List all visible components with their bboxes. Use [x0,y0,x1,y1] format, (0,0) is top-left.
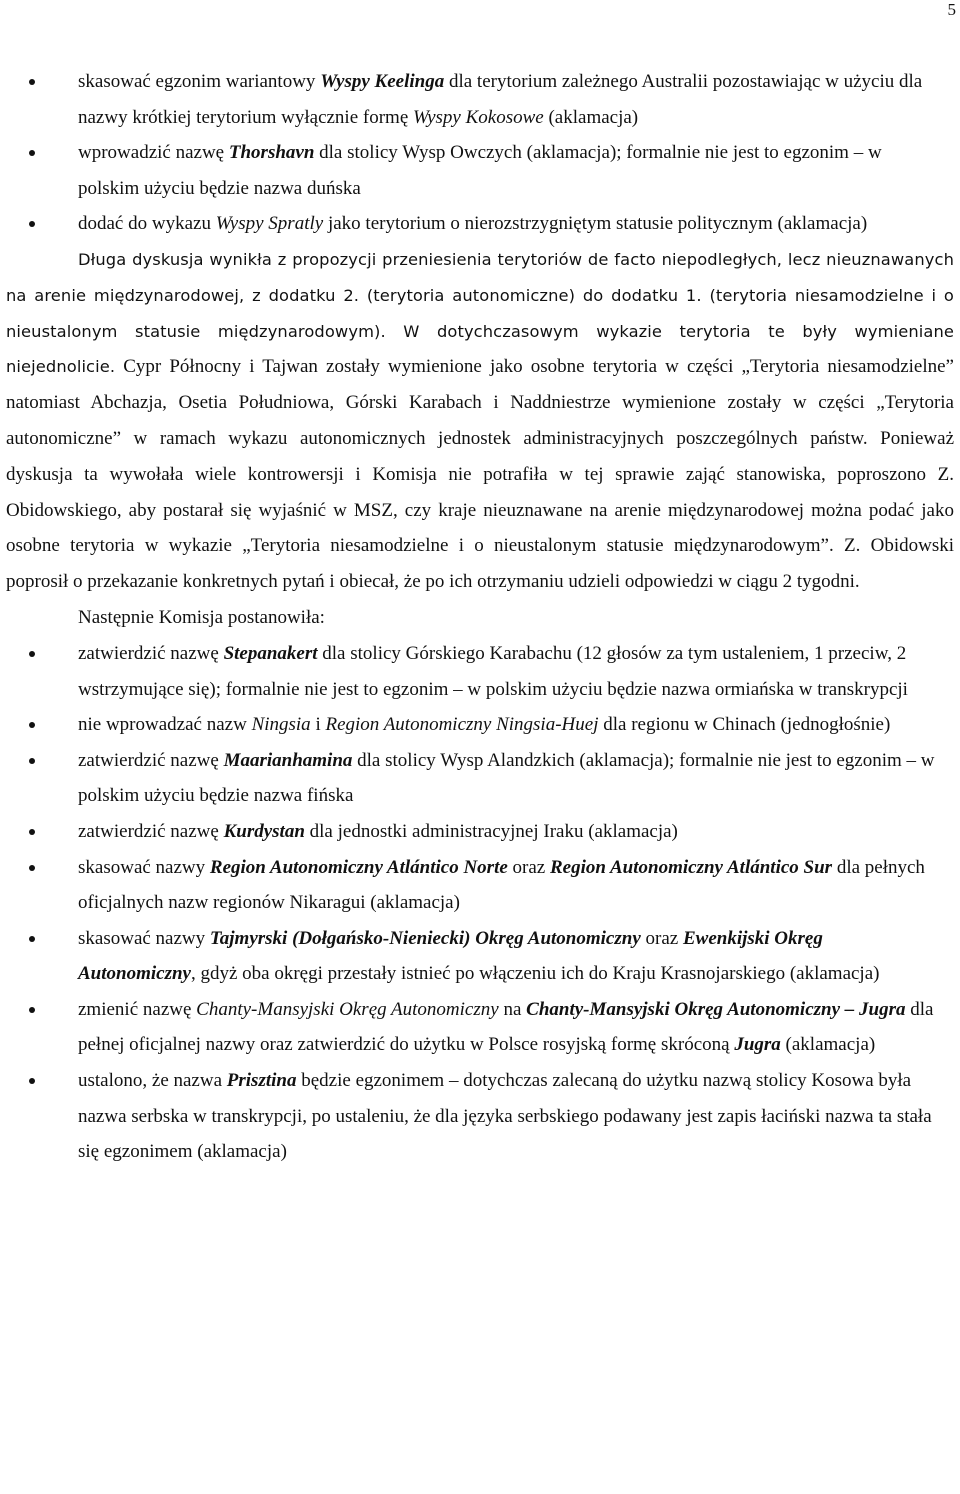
item-text: , gdyż oba okręgi przestały istnieć po włączeniu ich do Kraju Krasnojarskiego (aklamacja) [190,963,880,985]
place-name: Wyspy Kokosowe [413,106,544,128]
place-name: Chanty-Mansyjski Okręg Autonomiczny [196,998,499,1020]
item-text: ustalono, że nazwa [78,1070,227,1092]
item-text: dodać do wykazu [78,213,216,235]
item-text: będzie egzonimem – dotychczas zalecaną do użytku nazwą stolicy Kosowa była nazwa serbska w transkrypcji, po ustaleniu, że dla języka serbskiego podawany jest zapis łaciński nazwa ta stała się egzonimem (aklamacja) [78,1070,932,1163]
item-text: skasować nazwy [78,927,210,949]
item-text: dla regionu w Chinach (jednogłośnie) [598,714,891,736]
document-body [6,64,954,1170]
item-text: nie wprowadzać nazw [78,714,252,736]
discussion-paragraph [6,242,954,600]
place-name: Region Autonomiczny Ningsia-Huej [325,714,599,736]
list-item [6,992,954,1063]
place-name: Kurdystan [223,820,305,842]
item-text: dla stolicy Górskiego Karabachu (12 głosów za tym ustaleniem, 1 przeciw, 2 wstrzymujące się); formalnie nie jest to egzonim – w polskim użyciu będzie nazwa ormiańska w transkrypcji [78,642,908,700]
place-name: Ningsia [251,714,311,736]
item-text: dla stolicy Wysp Owczych (aklamacja); formalnie nie jest to egzonim – w polskim użyciu będzie nazwa duńska [78,142,882,199]
decision-intro: Następnie Komisja postanowiła: [78,606,325,628]
item-text: zatwierdzić nazwę [78,642,224,664]
item-text: dla stolicy Wysp Alandzkich (aklamacja); formalnie nie jest to egzonim – w polskim użyciu będzie nazwa fińska [78,749,935,807]
item-text: dla jednostki administracyjnej Iraku (aklamacja) [304,820,678,842]
item-text: oraz [640,927,683,949]
item-text: dla pełnych oficjalnych nazw regionów Nikaragui (aklamacja) [78,856,925,914]
item-text: (aklamacja) [543,106,639,128]
place-name: Ewenkijski Okręg Autonomiczny [78,927,823,985]
list-item [6,636,954,707]
place-name: Wyspy Keelinga [320,71,445,92]
list-item [6,814,954,850]
item-text: dla terytorium zależnego Australii pozostawiając w użyciu dla nazwy krótkiej terytorium wyłącznie formę [78,71,923,128]
item-text: (aklamacja) [780,1034,876,1056]
item-text: zatwierdzić nazwę [78,820,224,842]
item-text: skasować nazwy [78,856,210,878]
list-item [6,64,954,135]
place-name: Tajmyrski (Dołgańsko-Nieniecki) Okręg Autonomiczny [209,927,641,949]
place-name: Maarianhamina [223,749,353,771]
place-name: Wyspy Spratly [215,213,324,235]
item-text: na [498,998,527,1020]
place-name: Chanty-Mansyjski Okręg Autonomiczny – Jugra [526,998,906,1020]
list-item [6,135,954,206]
discussion-serif-text: Cypr Północny i Tajwan zostały wymienione jako osobne terytoria w części „Terytoria niesamodzielne” natomiast Abchazja, Osetia Południowa, Górski Karabach i Naddniestrze wymienione zostały w części „Terytoria autonomiczne” w ramach wykazu autonomicznych jednostek administracyjnych poszczególnych państw. Ponieważ dyskusja ta wywołała wiele kontrowersji i Komisja nie potrafiła w tej sprawie zająć stanowiska, poproszono Z. Obidowskiego, aby postarał się wyjaśnić w MSZ, czy kraje nieuznawane na arenie międzynarodowej można podać jako osobne terytoria w wykazie „Terytoria niesamodzielne i o nieustalonym statusie międzynarodowym”. Z. Obidowski poprosił o przekazanie konkretnych pytań i obiecał, że po ich otrzymaniu udzieli odpowiedzi w ciągu 2 tygodni. [6,356,954,593]
decision-list-two [6,636,954,1170]
list-item [6,921,954,992]
place-name: Thorshavn [228,142,315,164]
place-name: Jugra [734,1034,781,1056]
item-text: jako terytorium o nierozstrzygniętym statusie politycznym (aklamacja) [323,213,868,235]
decision-list-one [6,64,954,242]
list-item [6,1063,954,1170]
item-text: oraz [507,856,550,878]
item-text: skasować egzonim wariantowy [78,71,321,92]
discussion-sans-text: Długa dyskusja wynikła z propozycji przeniesienia terytoriów de facto niepodległych, lecz nieuznawanych na arenie międzynarodowej, z dodatku 2. (terytoria autonomiczne) do dodatku 1. (terytoria niesamodzielne i o nieustalonym statusie międzynarodowym). W dotychczasowym wykazie terytoria te były wymieniane niejednolicie. [6,249,954,377]
list-item [6,206,954,242]
list-item [6,743,954,814]
page-number: 5 [947,0,956,19]
place-name: Stepanakert [223,642,318,664]
item-text: wprowadzić nazwę [78,142,229,164]
item-text: zmienić nazwę [78,998,197,1020]
list-item [6,707,954,743]
item-text: zatwierdzić nazwę [78,749,224,771]
list-item [6,850,954,921]
place-name: Region Autonomiczny Atlántico Sur [550,856,833,878]
place-name: Region Autonomiczny Atlántico Norte [209,856,508,878]
place-name: Prisztina [226,1070,297,1092]
item-text: i [310,714,326,736]
item-text: dla pełnej oficjalnej nazwy oraz zatwierdzić do użytku w Polsce rosyjską formę skróconą [78,998,934,1056]
